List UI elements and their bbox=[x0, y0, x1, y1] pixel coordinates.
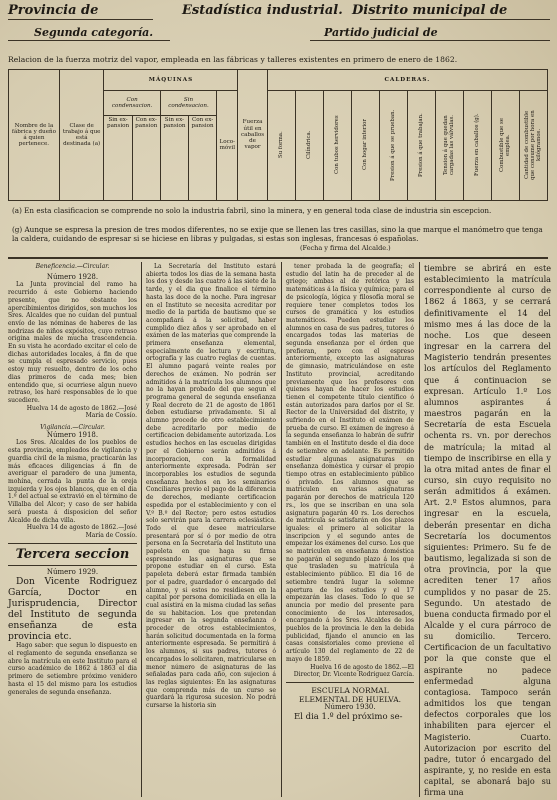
matricula-text: Hago saber: que segun lo dispuesto en el reglamento de segunda enseñanza se abre la matrícula en este Instituto para el curso académico de 1862 á 1863 el dia primero de setiembre próximo venidero hasta el 15 del mismo para los estudios generales de segunda enseñanza. bbox=[8, 642, 137, 696]
beneficencia-title: Beneficencia.—Circular. bbox=[35, 263, 110, 270]
note-g: (g) Aunque se espresa la presion de tres modos diferentes, no se exije que se llenen las tres casillas, sino la que marque el manómetro que tenga la caldera, cuidando de espresar si se hiciese en libras y pulgadas, si estas son inglesas, francesas ó españolas. bbox=[12, 225, 543, 243]
col-con-condensacion: Con condensacion. bbox=[104, 90, 160, 115]
provincia-label: Provincia de bbox=[8, 3, 99, 18]
cald-col-tension: Tension á que quedan cargadas las válvulas. bbox=[443, 115, 456, 176]
col-con-sin-expansion: Sin ex- pansion bbox=[104, 115, 132, 200]
instituto-text: La Secretaría del Instituto estará abierta todos los dias de la semana hasta los dos y desde las cuatro á las siete de la tarde, y el dia que finalice el término hasta las doce de la noche. Para ingresar en el Instituto se necesita acreditar por medio de la partida de bautismo que se acompañará á la solicitud, haber cumplido diez años y ser aprobado en el exámen de las materias que comprende la primera enseñanza elemental, especialmente de lectura y escritura, ortografía y las cuatro reglas de cuentas. El alumno pagará veinte reales por derechos de exámen. No podrán ser admitidos á la matrícula los alumnos que no la hayan probado del que segun el programa general de segunda enseñanza y Real decreto de 21 de agosto de 1861 deben estudiarse privadamente. Si al alumno procede de otro establecimiento debe acreditarlo por medio de certificacion debidamente autorizada. Los estudios hechos en las escuelas dirigidas por el Gobierno serán admitidos á incorporacion, con la formalidad anteriormente expresada. Podrán ser incorporables los estudios de segunda enseñanza hechos en los seminarios Conciliares previo el pago de la diferencia de derechos, mediante certificacion espedida por el establecimiento y con el V.º B.º del Rector; pero estos estudios solo servirán para la carrera eclesiástica. Todo el que desee matricularse presentará por sí ó por medio de otra persona en la Secretaría del Instituto una papeleta en que haga su firma espresando las asignaturas que se propone estudiar en el curso. Esta papeleta deberá estar firmada también por el padre, guardador ó encargado del alumno, y si estos no residiesen en la capital por persona domiciliada en ella la cual asistirá en la misma ciudad las señas de su habitacion. Los que pretendan ingresar en la segunda enseñanza ó proceder de otros establecimientos, harán solicitud documentada en la forma anteriormente espresada. Se permitirá á los alumnos, si sus padres, tutores ó encargados lo solicitaren, matricularse en menor número de asignaturas de las señaladas para cada año, con sujecion á las reglas siguientes: En las asignaturas que comprenda más de un curso se guardará la rigurosa sucesion. No podrá cursarse la historia sin bbox=[146, 263, 276, 710]
number-1930: Número 1930. bbox=[324, 702, 376, 711]
steam-power-form-table bbox=[8, 69, 548, 201]
number-1928: Número 1928. bbox=[46, 272, 99, 281]
cald-col-cantidad: Cantidad de combustible que consume por hora en kilógramos. bbox=[524, 110, 543, 181]
cald-col-cilindrica: Cilíndrica. bbox=[306, 131, 313, 160]
estudios-text: tener probada la de geografía; el estudio del latin ha de preceder al de griego; ambas al de retórica y las matemáticas á la física y química; para el de psicología, lógica y filosofía moral se requiere tener completos todos los cursos de gramática y los estudios matemáticos. Pueden estudiar los alumnos en casa de sus padres, tutores ó encargados todas las materias de segunda enseñanza por el órden que prefieran, pero con el espreso anteriormente, excepto las asignaturas de gimnasio, matriculándose en este Instituto provincial, acreditando previamente que los profesores con quienes hayan de hacer los estudios tienen el competente título científico ó están autorizados para darlos por el Sr. Rector de la Universidad del distrito, y sufriendo en el Instituto el exámen de prueba de curso. El exámen de ingreso á la segunda enseñanza lo habrán de sufrir también en el Instituto desde el dia doce de setiembre en adelante. Es permitido estudiar algunas asignaturas en enseñanza doméstica y cursar el propio tiempo otras en establecimiento público ó privado. Los alumnos que se matriculen en varias asignaturas pagarán por derechos de matrícula 120 rs., los que se inscriban en una sola asignatura pagarán 40 rs. Los derechos de matrícula se satisfarán en dos plazos iguales: el primero al solicitar la inscripcion y el segundo antes de empezar los exámenes del curso. Los que se matriculen en enseñanza doméstica no pagarán el segundo plazo á los que que trasladen su matrícula á establecimiento público. El dia 16 de setiembre tendrá lugar la solemne apertura de los estudios y el 17 empezarán las clases. Todo lo que se anuncia por medio del presente para conocimiento de los interesados, encargando á los Sres. Alcaldes de los pueblos de la provincia le den la debida publicidad, fijando el anuncio en las casas consistoriales como previene el artículo 130 del reglamento de 22 de mayo de 1859. bbox=[286, 263, 414, 663]
column-2 bbox=[146, 263, 276, 710]
column-1 bbox=[8, 263, 137, 696]
vigilancia-sign: Huelva 14 de agosto de 1862.—José María de Cossío. bbox=[26, 524, 137, 539]
partido-label: Partido judicial de bbox=[324, 26, 438, 39]
escuela-text: tiembre se abrirá en este establecimiento la matrícula correspondiente al curso de 1862 á 1863, y se cerrará definitivamente el 14 del mismo mes á las doce de la noche. Los que deseen ingresar en la carrera del Magisterio tendrán presentes los artículos del Reglamento que á continuacion se expresan. Artículo 1.º Los alumnos aspirantes á maestros pagarán en la Secretaría de esta Escuela ochenta rs. vn. por derechos de matrícula; la mitad al tiempo de inscribirse en ella y la otra mitad antes de finar el curso, sin cuyo requisito no serán admitidos á exámen. Art. 2.º Estos alumnos, para ingresar en la escuela, deberán presentar en dicha Secretaría los documentos siguientes: Primero. Su fe de bautismo, legalizada si son de otra provincia, por la que acrediten tener 17 años cumplidos y no pasar de 25. Segundo. Un atestado de buena conducta firmado por el Alcalde y el cura párroco de su domicilio. Tercero. Certificacion de un facultativo por la que conste que el aspirante no padece enfermedad alguna contagiosa. Tampoco serán admitidos los que tengan defectos corporales que los inhabiliten para ejercer el Magisterio. Cuarto. Autorizacion por escrito del padre, tutor ó encargado del aspirante, y, no reside en esta capital, se abonará bajo su firma una bbox=[424, 263, 551, 798]
relacion-heading: Relacion de la fuerza motriz del vapor, empleada en las fábricas y talleres existentes en primero de enero de 1862. bbox=[8, 55, 458, 64]
escuela-start: El dia 1.º del próximo se- bbox=[294, 711, 403, 722]
cald-col-hogar: Con hogar interior bbox=[362, 119, 369, 171]
column-3 bbox=[286, 263, 414, 723]
col-sin-sin-expansion: Sin ex- pansion bbox=[160, 115, 188, 200]
beneficencia-text: La Junta provincial del ramo ha recurrido á este Gobierno haciendo presente, que no obstante los apercibimientos dirigidos, son muchos los Sres. Alcaldes que no cuidan del puntual envío de las nóminas de haberes de las nodrizas de niños expósitos, cuyo retraso origina males de mucha trascendencia. En su vista he acordado excitar el celo de dichas autoridades locales, á fin de que se cumpla el espresado servicio, pues estoy muy resuelto, dentro de los ocho dias primeros de cada mes; bien entendido que, si ocurriese algun nuevo retraso, les haré responsables de lo que sucediere. bbox=[8, 281, 138, 404]
instituto-sign: Huelva 16 de agosto de 1862.—El Director, Dr. Vicente Rodriguez García. bbox=[293, 663, 414, 679]
beneficencia-sign: Huelva 14 de agosto de 1862.—José María de Cossío. bbox=[26, 404, 137, 420]
estadistica-title: Estadística industrial. bbox=[182, 3, 343, 18]
escuela-normal-title: ESCUELA NORMAL ELEMENTAL DE HUELVA. bbox=[298, 685, 402, 704]
fecha-firma: (Fecha y firma del Alcalde.) bbox=[300, 244, 391, 252]
number-1918: Número 1918. bbox=[46, 430, 99, 439]
distrito-label: Distrito municipal de bbox=[352, 3, 508, 18]
cald-col-presion-prueban: Presion á que se prueban. bbox=[390, 109, 397, 181]
col-calderas: CALDERAS. bbox=[267, 70, 547, 91]
col-locomovil: Loco- móvil bbox=[217, 90, 238, 200]
cald-col-combustible: Combustible que se emplea. bbox=[499, 118, 512, 173]
col-clase: Clase de trabajo á que está destinada (a) bbox=[59, 70, 104, 201]
cald-col-forma: Su forma. bbox=[278, 131, 285, 159]
cald-col-presion-trabajan: Presion á que trabajan. bbox=[418, 113, 425, 178]
director-intro: Don Vicente Rodriguez García, Doctor en Jurisprudencia, Director del Instituto de segunda enseñanza de esta provincia etc. bbox=[8, 576, 137, 643]
tercera-seccion-title: Tercera seccion bbox=[15, 546, 130, 562]
col-maquinas: MÁQUINAS bbox=[104, 70, 238, 91]
cald-col-fuerza: Fuerza en caballos (g). bbox=[474, 114, 481, 177]
number-1929: Número 1929. bbox=[46, 567, 99, 576]
col-con-con-expansion: Con ex- pansion bbox=[132, 115, 160, 200]
col-sin-condensacion: Sin condensacion. bbox=[160, 90, 216, 115]
col-nombre: Nombre de la fábrica y dueño á quien pertenece. bbox=[9, 70, 60, 201]
cald-col-tubos: Con tubos hervidores bbox=[334, 116, 341, 175]
note-a: (a) En esta clasificacion se comprende no solo la industria fabril, sino la minera, y en general toda clase de industria sin escepcion. bbox=[12, 206, 492, 215]
col-fuerza: Fuerza útil en caballos de vapor bbox=[238, 70, 267, 201]
categoria-label: Segunda categoría. bbox=[34, 26, 154, 39]
vigilancia-title: Vigilancia.—Circular. bbox=[40, 424, 105, 432]
column-4 bbox=[424, 263, 551, 799]
col-sin-con-expansion: Con ex- pansion bbox=[189, 115, 217, 200]
vigilancia-text: Los Sres. Alcaldes de los pueblos de esta provincia, empleados de vigilancia y guardia civil de la misma, practicarán las más eficaces diligencias á fin de averiguar el paradero de una jumenta, mohína, cerrada la punta de la oreja izquierda y los ojos blancos, que en el dia 1.º del actual se extravió en el término de Villalba del Alcor; y caso de ser habida será puesta á disposicion del señor Alcalde de dicha villa. bbox=[8, 439, 137, 524]
